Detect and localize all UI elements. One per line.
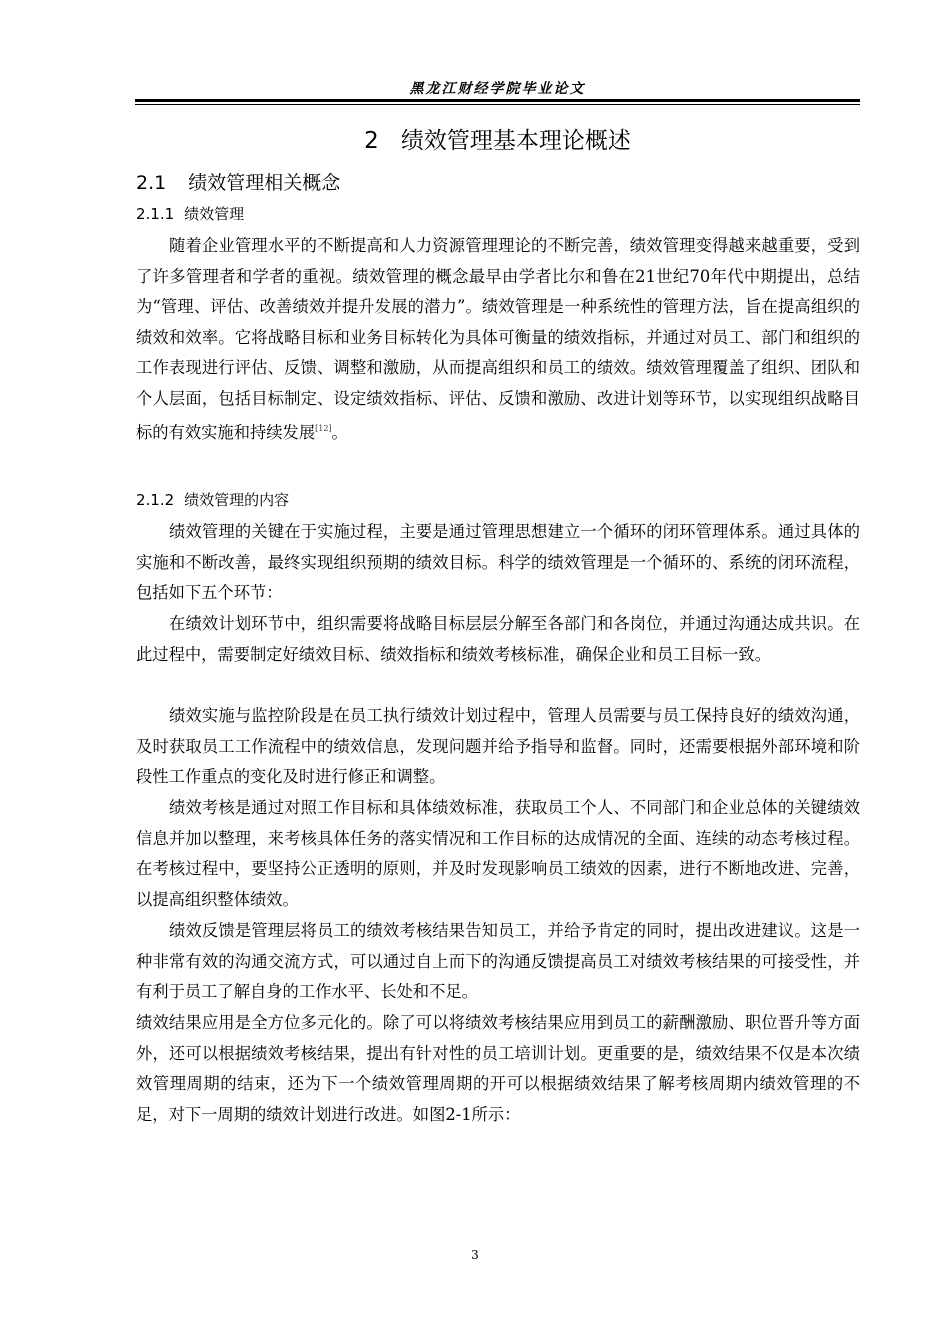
section-title: 绩效管理相关概念 bbox=[188, 172, 341, 194]
section-number: 2.1 bbox=[136, 172, 167, 194]
paragraph-tail: 。 bbox=[331, 423, 348, 442]
paragraph: 绩效反馈是管理层将员工的绩效考核结果告知员工，并给予肯定的同时，提出改进建议。这是一种非常有效的沟通交流方式，可以通过自上而下的沟通反馈提高员工对绩效考核结果的可接受性，并有利于员工了解自身的工作水平、长处和不足。 bbox=[136, 921, 860, 1001]
paragraph: 绩效考核是通过对照工作目标和具体绩效标准，获取员工个人、不同部门和企业总体的关键绩效信息并加以整理，来考核具体任务的落实情况和工作目标的达成情况的全面、连续的动态考核过程。在考核过程中，要坚持公正透明的原则，并及时发现影响员工绩效的因素，进行不断地改进、完善，以提高组织整体绩效。 bbox=[136, 798, 860, 909]
subsection-title: 绩效管理 bbox=[184, 205, 245, 223]
chapter-number: 2 bbox=[364, 128, 379, 154]
chapter-title: 绩效管理基本理论概述 bbox=[400, 128, 631, 154]
paragraph-text: 随着企业管理水平的不断提高和人力资源管理理论的不断完善，绩效管理变得越来越重要，受到了许多管理者和学者的重视。绩效管理的概念最早由学者比尔和鲁在21世纪70年代中期提出，总结为“管理、评估、改善绩效并提升发展的潜力”。绩效管理是一种系统性的管理方法，旨在提高组织的绩效和效率。它将战略目标和业务目标转化为具体可衡量的绩效指标，并通过对员工、部门和组织的工作表现进行评估、反馈、调整和激励，从而提高组织和员工的绩效。绩效管理覆盖了组织、团队和个人层面，包括目标制定、设定绩效指标、评估、反馈和激励、改进计划等环节，以实现组织战略目标的有效实施和持续发展 bbox=[136, 236, 860, 442]
chapter-heading bbox=[135, 122, 860, 155]
paragraph: 绩效结果应用是全方位多元化的。除了可以将绩效考核结果应用到员工的薪酬激励、职位晋升等方面外，还可以根据绩效考核结果，提出有针对性的员工培训计划。更重要的是，绩效结果不仅是本次绩效管理周期的结束，还为下一个绩效管理周期的开可以根据绩效结果了解考核周期内绩效管理的不足，对下一周期的绩效计划进行改进。如图2-1所示： bbox=[136, 1013, 860, 1124]
header-rule-thick bbox=[135, 99, 860, 102]
subsection-heading bbox=[136, 489, 289, 510]
header-rule-thin bbox=[135, 104, 860, 105]
paragraph bbox=[136, 231, 860, 449]
subsection-number: 2.1.1 bbox=[136, 205, 175, 223]
subsection-heading bbox=[136, 203, 244, 224]
page-number: 3 bbox=[471, 1248, 479, 1262]
subsection-title: 绩效管理的内容 bbox=[184, 491, 290, 509]
subsection-number: 2.1.2 bbox=[136, 491, 175, 509]
paragraph: 绩效管理的关键在于实施过程，主要是通过管理思想建立一个循环的闭环管理体系。通过具体的实施和不断改善，最终实现组织预期的绩效目标。科学的绩效管理是一个循环的、系统的闭环流程，包括如下五个环节： bbox=[136, 522, 860, 602]
citation-marker[interactable]: [12] bbox=[315, 424, 332, 433]
paragraph: 绩效实施与监控阶段是在员工执行绩效计划过程中，管理人员需要与员工保持良好的绩效沟通，及时获取员工工作流程中的绩效信息，发现问题并给予指导和监督。同时，还需要根据外部环境和阶段性工作重点的变化及时进行修正和调整。 bbox=[136, 706, 860, 786]
section-heading bbox=[136, 168, 340, 195]
paragraph: 在绩效计划环节中，组织需要将战略目标层层分解至各部门和各岗位，并通过沟通达成共识。在此过程中，需要制定好绩效目标、绩效指标和绩效考核标准，确保企业和员工目标一致。 bbox=[136, 614, 860, 664]
running-header: 黑龙江财经学院毕业论文 bbox=[409, 81, 586, 97]
